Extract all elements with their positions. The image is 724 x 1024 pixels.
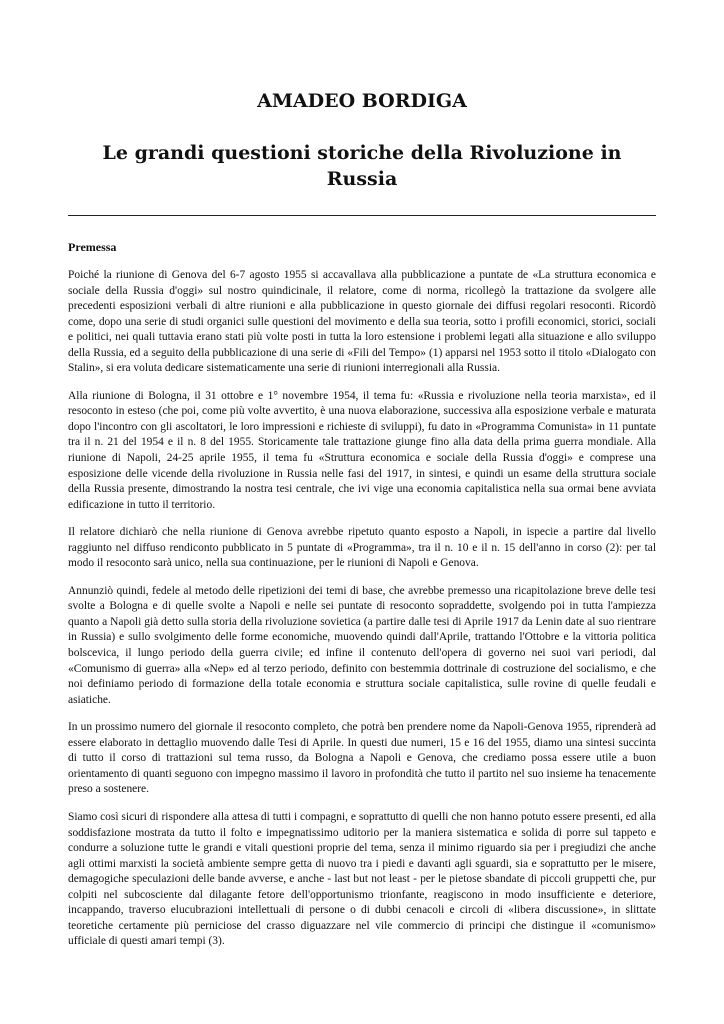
paragraph-4: Annunziò quindi, fedele al metodo delle ripetizioni dei temi di base, che avrebbe premesso una ricapitolazione breve delle tesi svolte a Bologna e di quelle svolte a Napoli e nelle sei puntate di resoconto sopraddette, svolgendo poi in tutta l'ampiezza quanto a Napoli già detto sulla storia della rivoluzione sovietica (a partire dalle tesi di Aprile 1917 da Lenin date al suo rientrare in Russia) e sullo svolgimento delle forme economiche, muovendo quindi dall'Aprile, trattando l'Ottobre e la vittoria politica bolscevica, il lungo periodo della guerra civile; ed infine il contenuto dell'opera di governo nei suoi vari periodi, dal «Comunismo di guerra» alla «Nep» ed al terzo periodo, definito con bestemmia dottrinale di costruzione del socialismo, e che noi definiamo periodo di formazione della totale economia e struttura sociale capitalistica, sulle rovine di quelle feudali e asiatiche. [68, 584, 656, 706]
section-heading-premessa: Premessa [68, 240, 117, 254]
paragraph-6: Siamo così sicuri di rispondere alla attesa di tutti i compagni, e soprattutto di quelli che non hanno potuto essere presenti, ed alla soddisfazione mostrata da tutto il folto e impegnatissimo uditorio per la maniera sistematica e solida di porre sul tappeto e condurre a soluzione tutte le grandi e vitali questioni proprie del tema, senza il minimo riguardo sia per i pregiudizi che anche agli ottimi marxisti la società ambiente sempre getta di nuovo tra i piedi e davanti agli sguardi, sia e soprattutto per le misere, demagogiche speculazioni delle bande avverse, e anche - last but not least - per le pietose sbandate di piccoli gruppetti che, pur colpiti nel subcosciente dal dilagante fetore dell'opportunismo trionfante, reagiscono in modo insufficiente e deteriore, incappando, traverso elucubrazioni intellettuali di persone o di dubbi cenacoli e circoli di «libera discussione», in slittate teoretiche certamente più perniciose del crasso diguazzare nel vile commercio di principi che distingue il «comunismo» ufficiale di questi amari tempi (3). [68, 810, 656, 948]
paragraph-5: In un prossimo numero del giornale il resoconto completo, che potrà ben prendere nome da Napoli-Genova 1955, riprenderà ad essere elaborato in dettaglio muovendo dalle Tesi di Aprile. In questi due numeri, 15 e 16 del 1955, diamo una sintesi succinta di tutto il corso di trattazioni sul tema russo, da Bologna a Napoli e Genova, che crediamo possa essere utile a buon orientamento di quanti seguono con impegno massimo il lavoro in profondità che tutto il partito nel suo insieme ha tenacemente preso a sostenere. [68, 721, 656, 796]
author-heading: AMADEO BORDIGA [257, 90, 467, 112]
document-title: Le grandi questioni storiche della Rivoluzione in Russia [102, 142, 622, 190]
paragraph-3: Il relatore dichiarò che nella riunione di Genova avrebbe ripetuto quanto esposto a Napoli, in ispecie a partire dal livello raggiunto nel diffuso rendiconto pubblicato in 5 puntate di «Programma», tra il n. 10 e il n. 15 dell'anno in corso (2): per tal modo il resoconto sarà unico, nella sua continuazione, per le riunioni di Napoli e Genova. [68, 526, 656, 570]
paragraph-2: Alla riunione di Bologna, il 31 ottobre e 1° novembre 1954, il tema fu: «Russia e rivoluzione nella teoria marxista», ed il resoconto in esteso (che poi, come più volte avvertito, è una nuova elaborazione, successiva alla esposizione verbale e maturata dopo l'incontro con gli ascoltatori, le loro impressioni e richieste di sviluppi), fu dato in «Programma Comunista» in 11 puntate tra il n. 21 del 1954 e il n. 8 del 1955. Storicamente tale trattazione giunge fino alla data della prima guerra mondiale. Alla riunione di Napoli, 24-25 aprile 1955, il tema fu «Struttura economica e sociale della Russia d'oggi» e comprese una esposizione delle vicende della rivoluzione in Russia nelle fasi del 1917, in sintesi, e quindi un esame della struttura sociale della Russia presente, dimostrando la nostra tesi centrale, che ivi vige una economia capitalistica nella sua ormai bene avviata edificazione in tutto il territorio. [68, 389, 656, 511]
paragraph-1: Poiché la riunione di Genova del 6-7 agosto 1955 si accavallava alla pubblicazione a puntate de «La struttura economica e sociale della Russia d'oggi» sul nostro quindicinale, il relatore, come di norma, ricollegò la trattazione da svolgere alle precedenti esposizioni verbali di altre riunioni e alla pubblicazione in questo giornale dei diffusi regolari resoconti. Ricordò come, dopo una serie di studi organici sulle questioni del movimento e della sua teoria, sotto i profili economici, storici, sociali e politici, nei quali tuttavia erano stati più volte posti in tutta la loro estensione i problemi legati alla situazione e allo sviluppo della Russia, ed a seguito della pubblicazione di una serie di «Fili del Tempo» (1) apparsi nel 1953 sotto il titolo «Dialogato con Stalin», si era voluta dedicare sistematicamente una serie di riunioni interregionali alla Russia. [68, 269, 656, 375]
title-divider [68, 215, 656, 216]
